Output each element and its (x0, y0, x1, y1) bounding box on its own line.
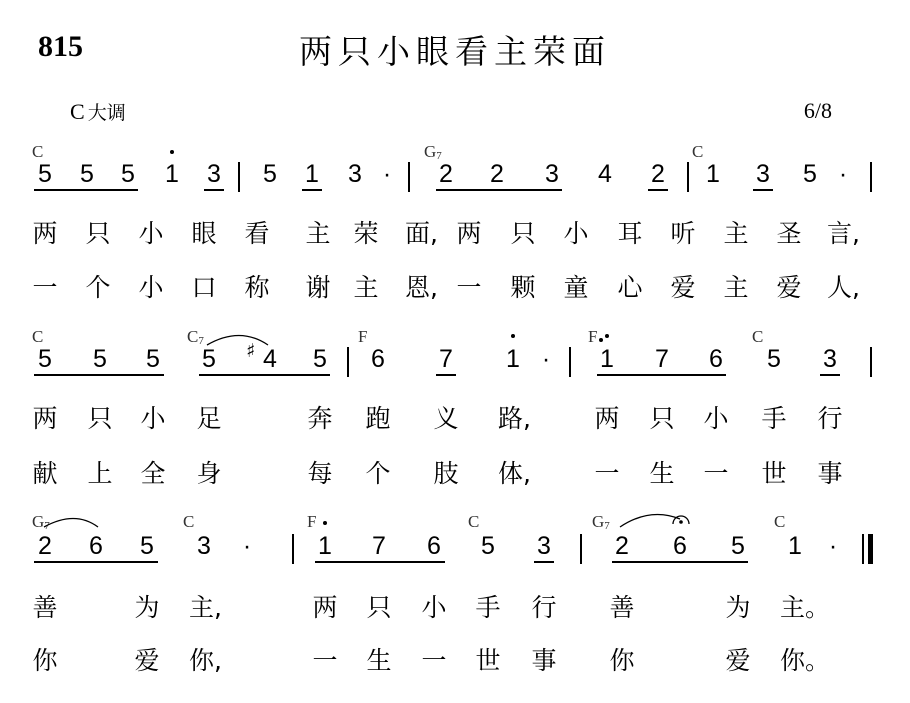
lyric-verse1: 两 (312, 593, 338, 622)
note: 3 (348, 160, 362, 188)
lyric-verse2: 一 (703, 459, 729, 488)
lyric-verse2: 你。 (780, 646, 831, 675)
lyric-verse2: 主 (353, 273, 379, 302)
lyric-verse2: 颗 (510, 273, 536, 302)
note: 1 (506, 345, 520, 373)
lyric-verse1: 两 (456, 219, 482, 248)
note: 6 (673, 532, 687, 560)
lyric-verse2: 身 (196, 459, 222, 488)
chord-symbol: F (307, 512, 317, 531)
chord-symbol: C (32, 142, 44, 161)
lyric-verse1: 主 (723, 219, 749, 248)
note: 5 (38, 345, 52, 373)
note: · (242, 532, 252, 560)
lyric-verse2: 体, (498, 459, 531, 488)
lyric-verse1: 手 (761, 404, 787, 433)
lyric-verse1: 只 (87, 404, 113, 433)
note: 6 (89, 532, 103, 560)
lyric-verse1: 奔 (307, 404, 333, 433)
note: 2 (615, 532, 629, 560)
chord-symbol: $G_7$ (592, 512, 610, 532)
lyric-verse2: 生 (366, 646, 392, 675)
note: 6 (371, 345, 385, 373)
lyric-verse2: 一 (421, 646, 447, 675)
lyric-verse1: 荣 (353, 219, 379, 248)
note: 6 (709, 345, 723, 373)
lyric-verse2: 童 (563, 273, 589, 302)
key-mode: 大调 (87, 102, 126, 124)
note: 3 (207, 160, 221, 188)
note: 3 (545, 160, 559, 188)
note: 5 (263, 160, 277, 188)
chord-symbol: F (358, 327, 368, 346)
note: 5 (146, 345, 160, 373)
note: 2 (490, 160, 504, 188)
lyric-verse2: 一 (312, 646, 338, 675)
lyric-verse1: 义 (433, 404, 459, 433)
lyric-verse1: 主, (189, 593, 222, 622)
lyric-verse2: 一 (32, 273, 58, 302)
lyric-verse1: 两 (594, 404, 620, 433)
key-letter: C (70, 99, 85, 124)
note: · (828, 532, 838, 560)
note: 7 (439, 345, 453, 373)
lyric-verse2: 全 (140, 459, 166, 488)
slur (44, 519, 98, 528)
note: 3 (823, 345, 837, 373)
lyric-verse2: 爱 (776, 273, 802, 302)
note: · (382, 160, 392, 188)
note: · (541, 345, 551, 373)
note: 1 (318, 532, 332, 560)
lyric-verse1: 眼 (191, 219, 217, 248)
lyric-verse2: 主 (723, 273, 749, 302)
lyric-verse2: 爱 (725, 646, 751, 675)
lyric-verse2: 献 (32, 459, 58, 488)
lyric-verse1: 足 (196, 404, 222, 433)
note: 6 (427, 532, 441, 560)
lyric-verse2: 个 (85, 273, 111, 302)
chord-symbol: $G_7$ (424, 142, 442, 162)
note: 1 (788, 532, 802, 560)
chord-symbol: F (588, 327, 598, 346)
lyric-verse1: 行 (531, 593, 557, 622)
lyric-verse2: 事 (817, 459, 843, 488)
note: 2 (651, 160, 665, 188)
lyric-verse2: 世 (761, 459, 787, 488)
lyric-verse2: 肢 (433, 459, 459, 488)
lyric-verse1: 手 (475, 593, 501, 622)
lyric-verse2: 爱 (670, 273, 696, 302)
lyric-verse1: 两 (32, 404, 58, 433)
chord-symbol: $G_7$ (32, 512, 50, 532)
chord-symbol: C (32, 327, 44, 346)
lyric-verse1: 为 (134, 593, 160, 622)
note: 5 (313, 345, 327, 373)
note: 5 (140, 532, 154, 560)
lyric-verse2: 称 (244, 273, 270, 302)
lyric-verse1: 看 (244, 219, 270, 248)
lyric-verse1: 言, (827, 219, 860, 248)
lyric-verse1: 只 (649, 404, 675, 433)
lyric-verse2: 谢 (305, 273, 331, 302)
lyric-verse1: 小 (563, 219, 589, 248)
lyric-verse1: 只 (85, 219, 111, 248)
time-signature: 6/8 (803, 98, 832, 123)
note: 3 (197, 532, 211, 560)
note: 1 (706, 160, 720, 188)
note: 3 (756, 160, 770, 188)
lyric-verse2: 上 (87, 459, 113, 488)
note: 5 (731, 532, 745, 560)
note: 4 (263, 345, 277, 373)
note: 5 (93, 345, 107, 373)
note: 4 (598, 160, 612, 188)
note: 5 (202, 345, 216, 373)
note: 7 (372, 532, 386, 560)
sharp-sign: ♯ (246, 340, 256, 362)
note: 5 (121, 160, 135, 188)
lyric-verse2: 事 (531, 646, 557, 675)
lyric-verse1: 听 (670, 219, 696, 248)
hymn-title: 两只小眼看主荣面 (299, 32, 611, 71)
note: 1 (165, 160, 179, 188)
note: 5 (481, 532, 495, 560)
chord-symbol: C (468, 512, 480, 531)
lyric-verse1: 为 (725, 593, 751, 622)
note: 3 (537, 532, 551, 560)
chord-symbol: C (752, 327, 764, 346)
note: · (838, 160, 848, 188)
lyric-verse1: 耳 (617, 219, 643, 248)
lyric-verse1: 路, (498, 404, 531, 433)
lyric-verse1: 只 (510, 219, 536, 248)
lyric-verse2: 每 (307, 459, 333, 488)
fermata-dot (679, 520, 683, 524)
lyric-verse2: 口 (191, 273, 217, 302)
lyric-verse1: 两 (32, 219, 58, 248)
lyric-verse2: 恩, (405, 273, 438, 302)
lyric-verse2: 一 (594, 459, 620, 488)
lyric-verse1: 小 (421, 593, 447, 622)
lyric-verse2: 世 (475, 646, 501, 675)
lyric-verse1: 小 (138, 219, 164, 248)
lyric-verse1: 小 (140, 404, 166, 433)
note: 5 (767, 345, 781, 373)
lyric-verse1: 主。 (780, 593, 831, 622)
hymn-number: 815 (38, 30, 83, 63)
lyric-verse1: 小 (703, 404, 729, 433)
lyric-verse2: 生 (649, 459, 675, 488)
note: 1 (600, 345, 614, 373)
lyric-verse2: 个 (365, 459, 391, 488)
slur (207, 336, 268, 346)
note: 2 (439, 160, 453, 188)
note: 1 (305, 160, 319, 188)
lyric-verse2: 人, (827, 273, 860, 302)
lyric-verse1: 只 (366, 593, 392, 622)
lyric-verse2: 你, (189, 646, 222, 675)
lyric-verse1: 圣 (776, 219, 802, 248)
lyric-verse1: 善 (609, 593, 635, 622)
note: 5 (38, 160, 52, 188)
lyric-verse1: 善 (32, 593, 58, 622)
chord-symbol: C (692, 142, 704, 161)
lyric-verse2: 你 (609, 646, 635, 675)
lyric-verse1: 面, (405, 219, 438, 248)
lyric-verse2: 一 (456, 273, 482, 302)
lyric-verse2: 你 (32, 646, 58, 675)
note: 2 (38, 532, 52, 560)
lyric-verse2: 心 (617, 273, 643, 302)
chord-symbol: $C_7$ (187, 327, 204, 347)
lyric-verse2: 爱 (134, 646, 160, 675)
chord-symbol: C (183, 512, 195, 531)
note: 5 (80, 160, 94, 188)
slur (620, 515, 680, 528)
lyric-verse1: 行 (817, 404, 843, 433)
lyric-verse1: 跑 (365, 404, 391, 433)
chord-symbol: C (774, 512, 786, 531)
lyric-verse1: 主 (305, 219, 331, 248)
note: 5 (803, 160, 817, 188)
note: 7 (655, 345, 669, 373)
lyric-verse2: 小 (138, 273, 164, 302)
